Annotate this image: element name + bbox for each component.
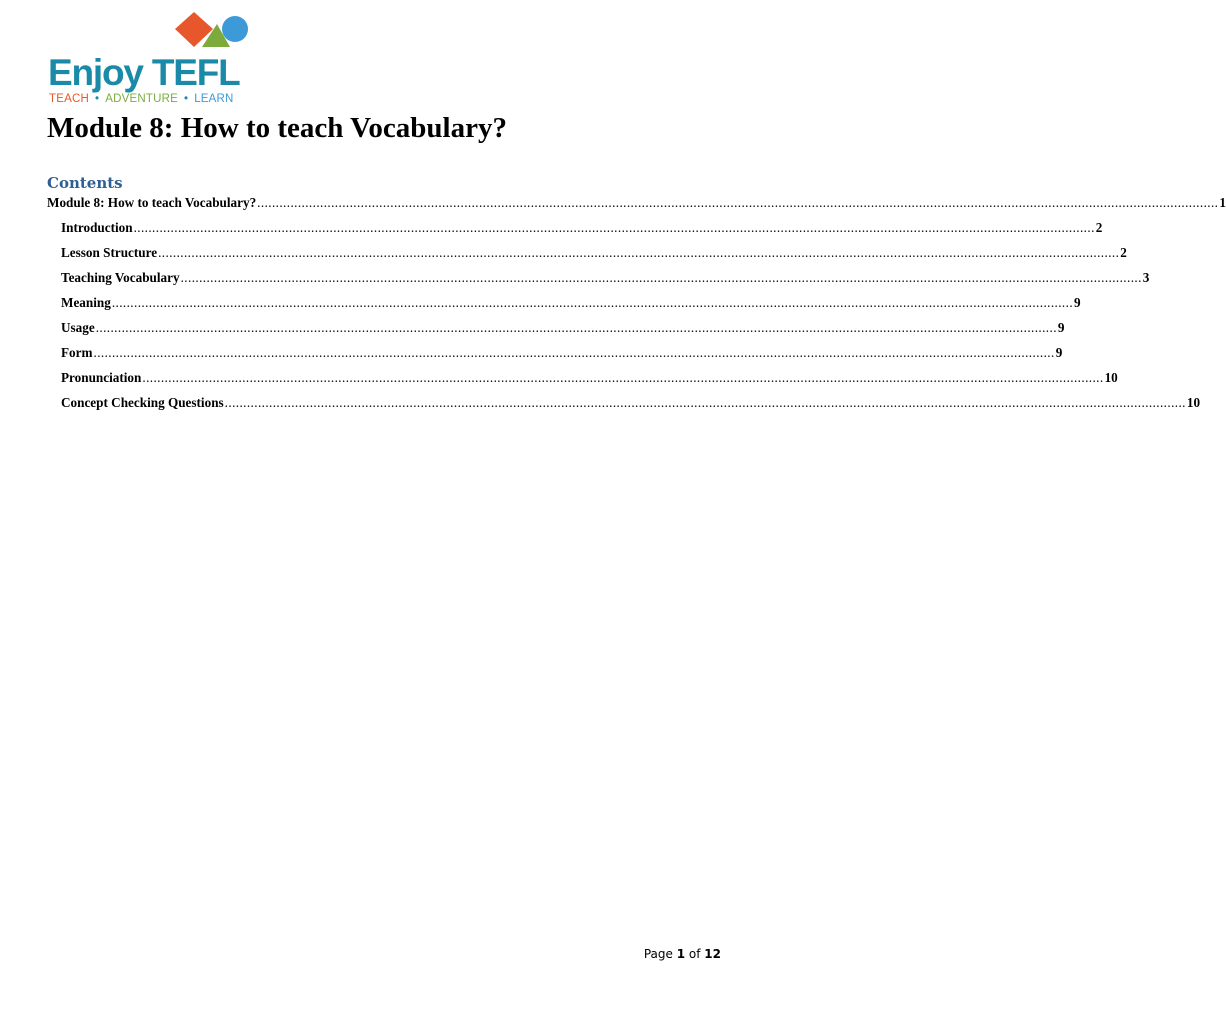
tagline-separator: • bbox=[94, 93, 100, 105]
tagline-learn: LEARN bbox=[194, 93, 234, 105]
total-pages: 12 bbox=[704, 947, 721, 961]
toc-entry-page: 10 bbox=[1104, 370, 1118, 385]
logo-tagline bbox=[49, 94, 234, 106]
toc-entry-page: 9 bbox=[1057, 320, 1065, 335]
toc-entry-label: Module 8: How to teach Vocabulary? bbox=[47, 195, 257, 210]
toc-entry[interactable] bbox=[47, 195, 1226, 213]
toc-entry-page: 9 bbox=[1074, 295, 1081, 310]
toc-dot-leader: .................................................................................................................................................................................................................................................................... bbox=[95, 320, 1057, 335]
enjoy-tefl-logo bbox=[48, 10, 258, 110]
toc-entry-label: Meaning bbox=[61, 295, 111, 310]
toc-entry-page: 10 bbox=[1186, 395, 1201, 410]
toc-dot-leader: .................................................................................................................................................................................................................................................................... bbox=[142, 370, 1104, 385]
toc-entry-label: Lesson Structure bbox=[61, 245, 158, 260]
toc-entry-label: Usage bbox=[61, 320, 95, 335]
toc-dot-leader: .................................................................................................................................................................................................................................................................... bbox=[111, 295, 1074, 310]
toc-entry-label: Pronunciation bbox=[61, 370, 142, 385]
page-word: Page bbox=[643, 947, 673, 961]
toc-entry[interactable] bbox=[61, 320, 1065, 338]
current-page: 1 bbox=[676, 947, 686, 961]
toc-dot-leader: .................................................................................................................................................................................................................................................................... bbox=[257, 195, 1219, 210]
page-number bbox=[644, 947, 721, 961]
tagline-separator: • bbox=[183, 93, 189, 105]
toc-entry-label: Concept Checking Questions bbox=[61, 395, 224, 410]
toc-entry[interactable] bbox=[61, 345, 1063, 363]
toc-dot-leader: .................................................................................................................................................................................................................................................................... bbox=[158, 245, 1120, 260]
logo-wordmark: Enjoy TEFL bbox=[48, 52, 240, 93]
logo-shapes-icon bbox=[173, 10, 253, 52]
tagline-adventure: ADVENTURE bbox=[105, 93, 178, 105]
toc-dot-leader: .................................................................................................................................................................................................................................................................... bbox=[224, 395, 1186, 410]
toc-entry-page: 9 bbox=[1055, 345, 1063, 360]
toc-entry-label: Introduction bbox=[61, 220, 133, 235]
toc-entry-page: 2 bbox=[1120, 245, 1127, 260]
toc-entry[interactable] bbox=[61, 270, 1150, 288]
document-title: Module 8: How to teach Vocabulary? bbox=[47, 112, 507, 144]
toc-entry[interactable] bbox=[61, 370, 1118, 388]
toc-entry-page: 2 bbox=[1095, 220, 1103, 235]
toc-dot-leader: .................................................................................................................................................................................................................................................................... bbox=[93, 345, 1055, 360]
toc-entry-label: Form bbox=[61, 345, 93, 360]
toc-dot-leader: .................................................................................................................................................................................................................................................................... bbox=[133, 220, 1095, 235]
toc-entry-page: 3 bbox=[1142, 270, 1150, 285]
toc-dot-leader: .................................................................................................................................................................................................................................................................... bbox=[180, 270, 1142, 285]
toc-entry[interactable] bbox=[61, 395, 1201, 413]
toc-entry[interactable] bbox=[61, 245, 1127, 263]
contents-heading: Contents bbox=[47, 174, 123, 192]
of-word: of bbox=[688, 947, 701, 961]
tagline-teach: TEACH bbox=[49, 93, 89, 105]
toc-entry-page: 1 bbox=[1219, 195, 1226, 210]
toc-entry[interactable] bbox=[61, 295, 1081, 313]
toc-entry-label: Teaching Vocabulary bbox=[61, 270, 180, 285]
toc-entry[interactable] bbox=[61, 220, 1103, 238]
